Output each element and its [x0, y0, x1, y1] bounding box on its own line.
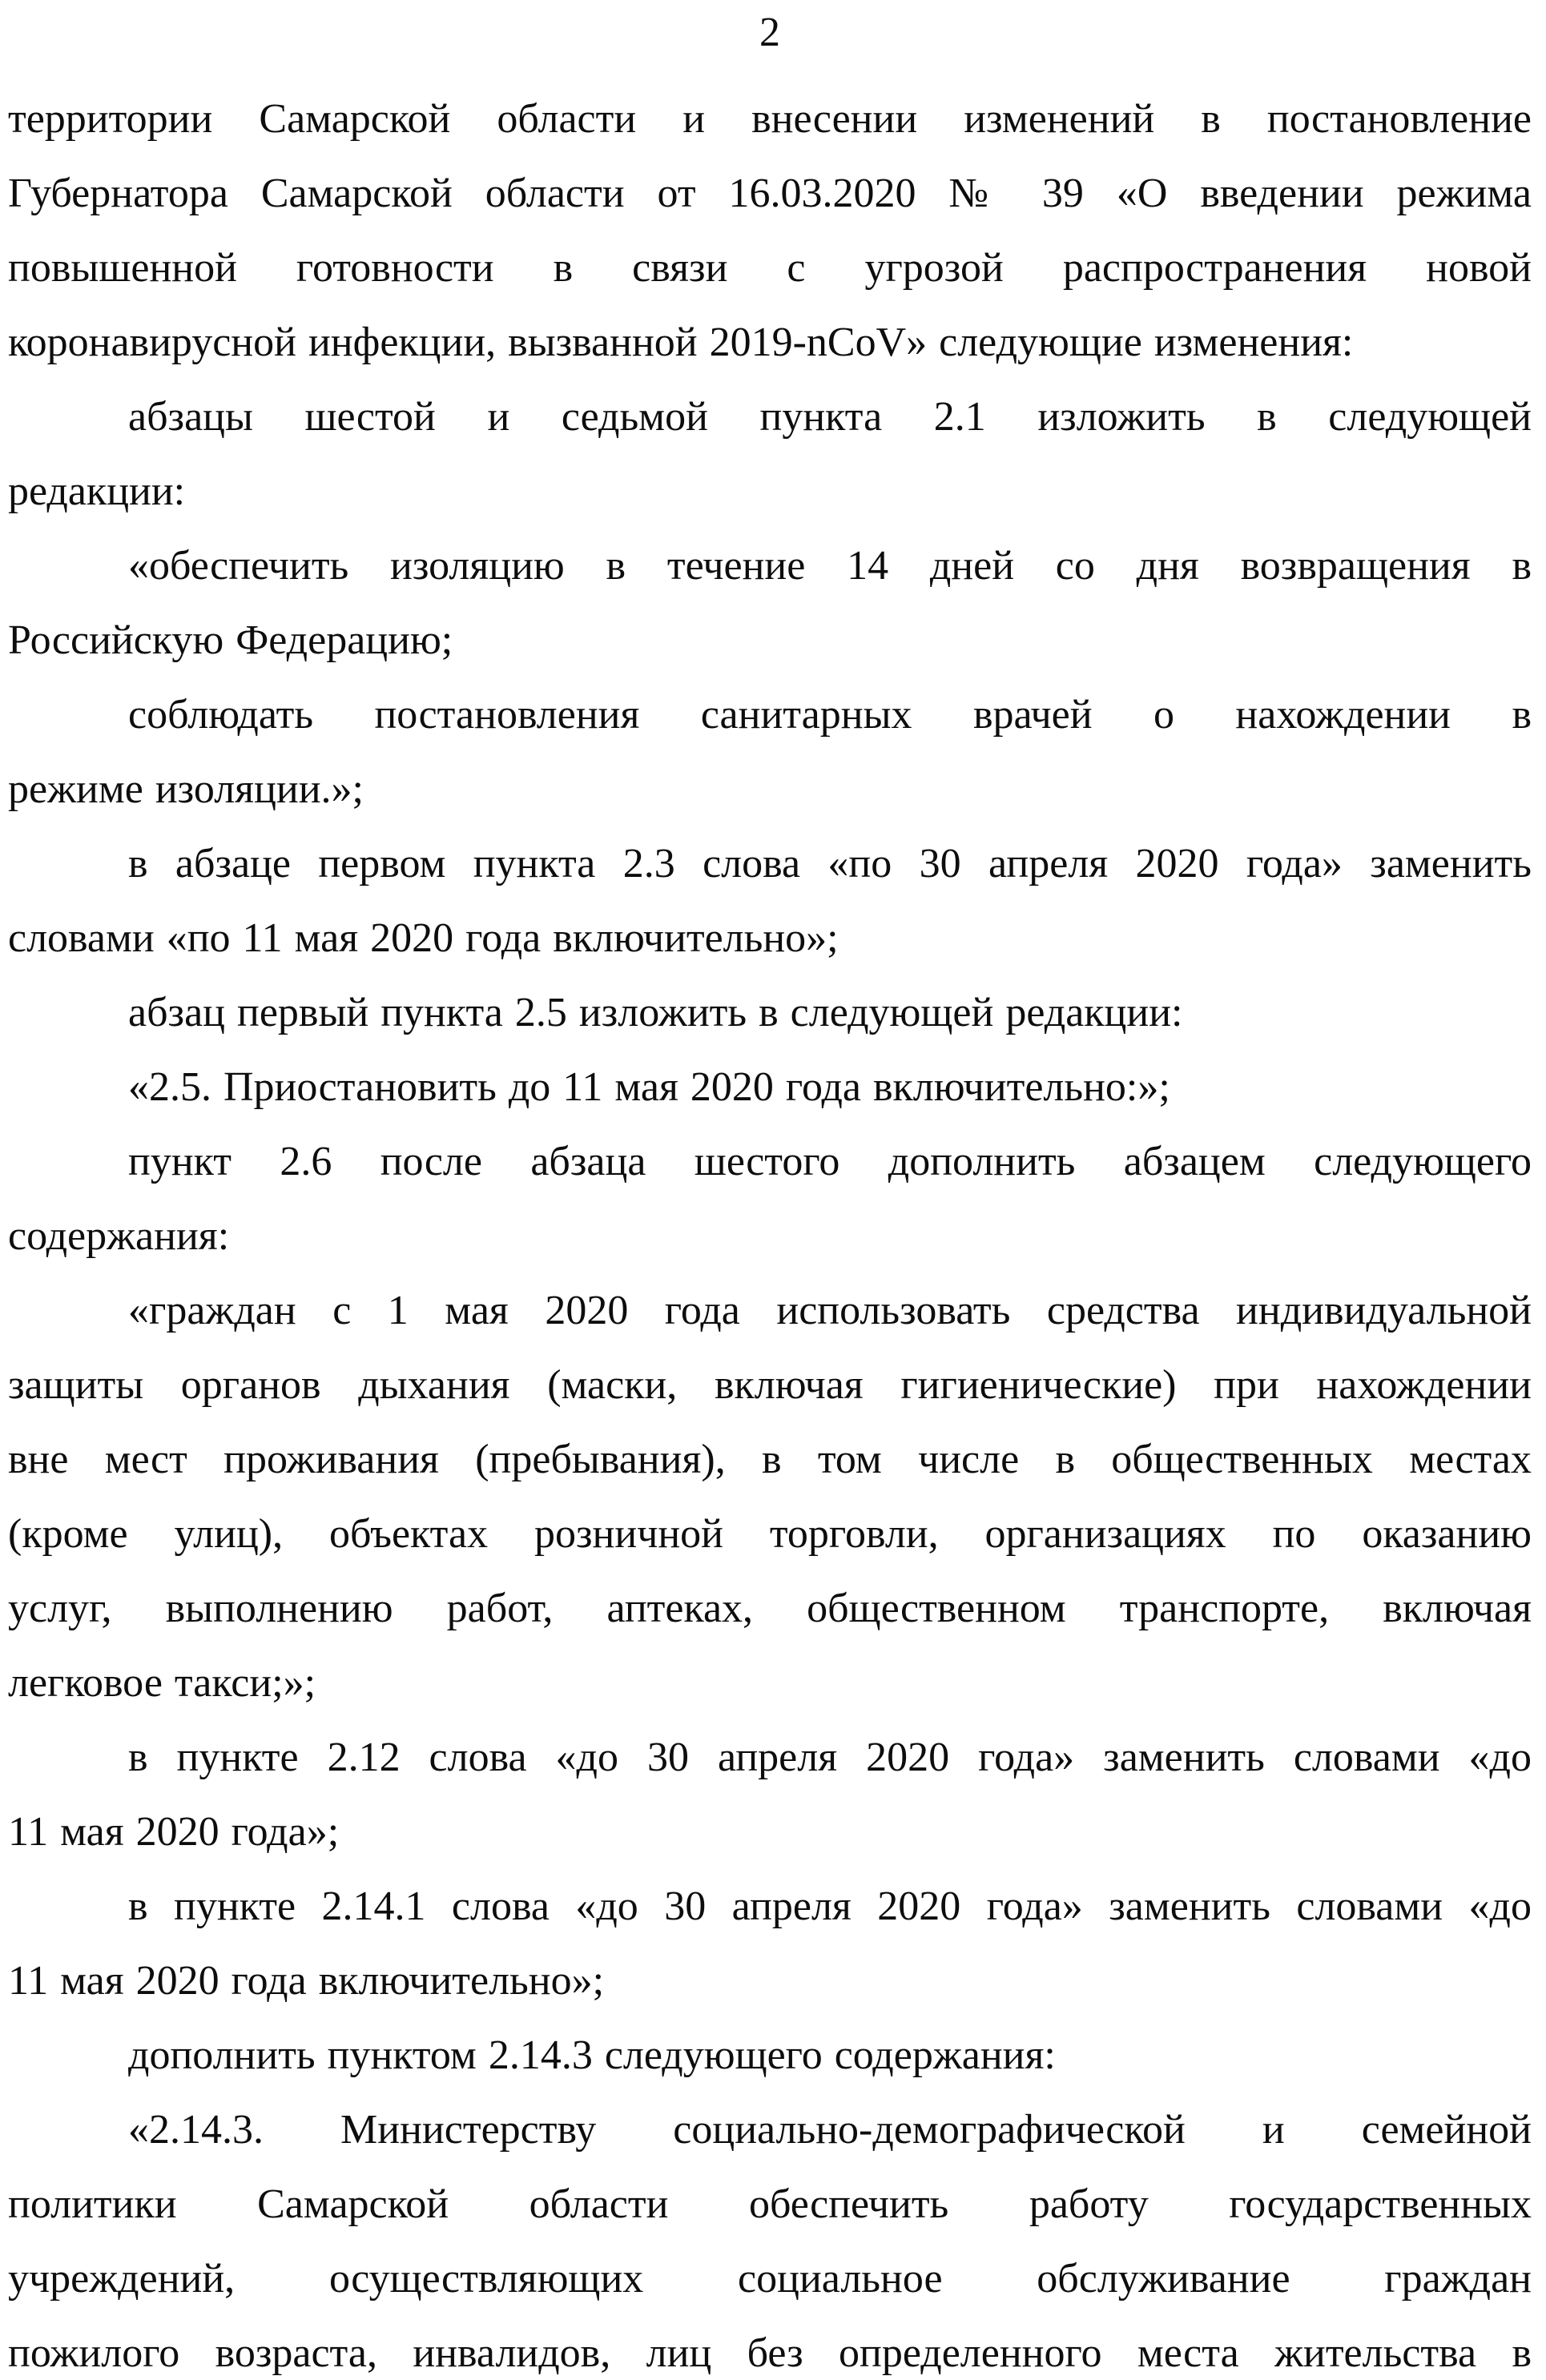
- text-line: легковое такси;»;: [8, 1660, 316, 1706]
- text-line: 11 мая 2020 года»;: [8, 1809, 340, 1855]
- text-line: политики Самарской области обеспечить работу государственных: [8, 2181, 1532, 2227]
- text-line: абзац первый пункта 2.5 изложить в следующей редакции:: [128, 990, 1183, 1035]
- text-line: абзацы шестой и седьмой пункта 2.1 изложить в следующей: [128, 394, 1532, 440]
- text-line: пожилого возраста, инвалидов, лиц без определенного места жительства в: [8, 2330, 1532, 2376]
- text-line: соблюдать постановления санитарных врачей о нахождении в: [128, 692, 1532, 738]
- text-line: содержания:: [8, 1213, 230, 1259]
- text-line: услуг, выполнению работ, аптеках, общественном транспорте, включая: [8, 1586, 1532, 1631]
- text-line: коронавирусной инфекции, вызванной 2019-nCoV» следующие изменения:: [8, 320, 1354, 365]
- text-line: «обеспечить изоляцию в течение 14 дней со дня возвращения в: [128, 543, 1532, 589]
- document-body: [8, 82, 1532, 2380]
- text-line: Губернатора Самарской области от 16.03.2020 № 39 «О введении режима: [8, 171, 1532, 216]
- text-line: 11 мая 2020 года включительно»;: [8, 1958, 605, 2004]
- text-line: «граждан с 1 мая 2020 года использовать средства индивидуальной: [128, 1288, 1532, 1333]
- text-line: в абзаце первом пункта 2.3 слова «по 30 апреля 2020 года» заменить: [128, 841, 1532, 886]
- text-line: словами «по 11 мая 2020 года включительно»;: [8, 915, 839, 961]
- text-line: в пункте 2.14.1 слова «до 30 апреля 2020 года» заменить словами «до: [128, 1883, 1532, 1929]
- text-line: повышенной готовности в связи с угрозой распространения новой: [8, 245, 1532, 291]
- text-line: пункт 2.6 после абзаца шестого дополнить абзацем следующего: [128, 1139, 1532, 1184]
- text-line: в пункте 2.12 слова «до 30 апреля 2020 года» заменить словами «до: [128, 1735, 1532, 1780]
- text-line: учреждений, осуществляющих социальное обслуживание граждан: [8, 2256, 1532, 2302]
- text-line: защиты органов дыхания (маски, включая гигиенические) при нахождении: [8, 1362, 1532, 1408]
- text-line: Российскую Федерацию;: [8, 617, 453, 663]
- text-line: вне мест проживания (пребывания), в том числе в общественных местах: [8, 1437, 1532, 1482]
- page-number: 2: [759, 10, 780, 55]
- text-line: «2.14.3. Министерству социально-демографической и семейной: [128, 2107, 1532, 2153]
- text-line: дополнить пунктом 2.14.3 следующего содержания:: [128, 2032, 1056, 2078]
- text-line: режиме изоляции.»;: [8, 766, 364, 812]
- text-line: редакции:: [8, 468, 186, 514]
- text-line: территории Самарской области и внесении изменений в постановление: [8, 96, 1532, 142]
- text-line: «2.5. Приостановить до 11 мая 2020 года включительно:»;: [128, 1064, 1170, 1110]
- text-line: (кроме улиц), объектах розничной торговли, организациях по оказанию: [8, 1511, 1532, 1557]
